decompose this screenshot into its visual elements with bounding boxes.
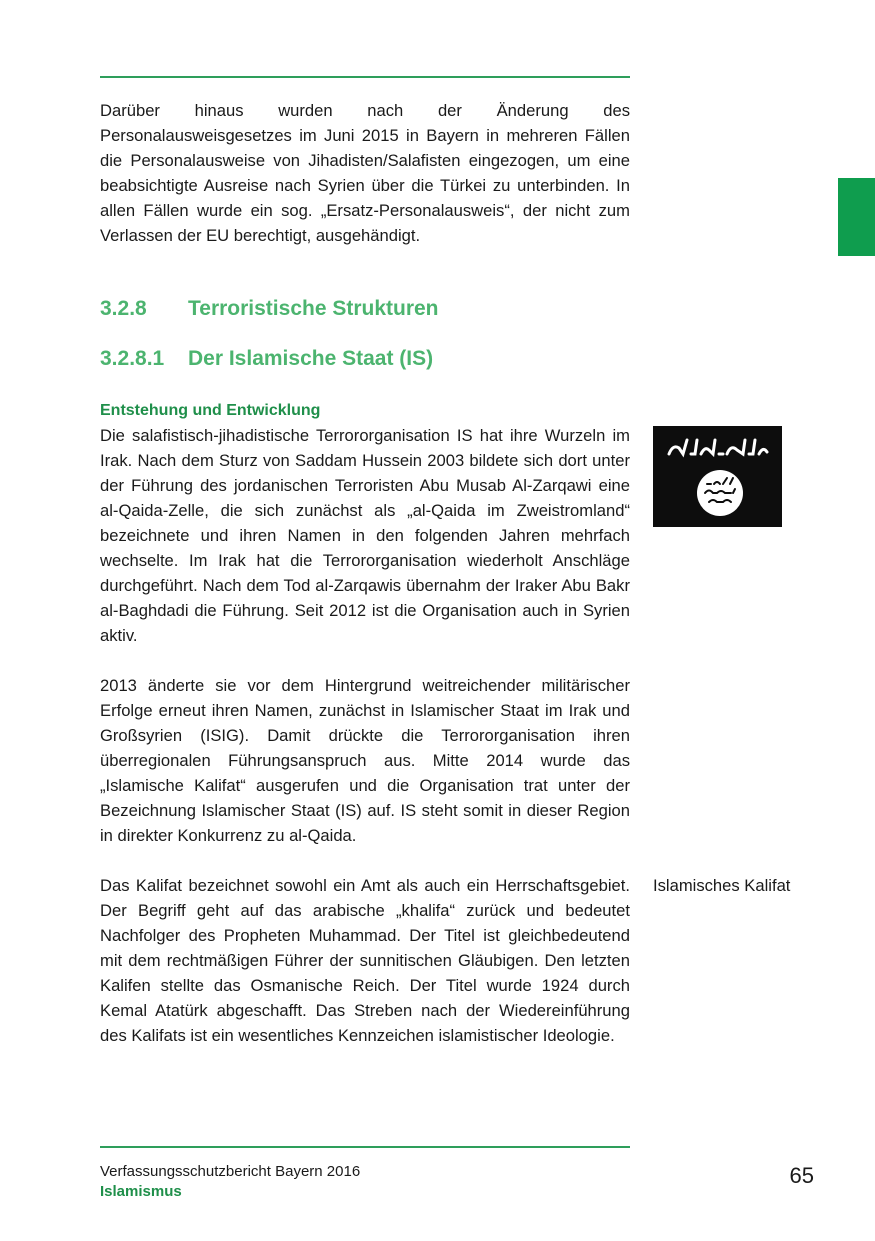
section-heading-terroristische-strukturen [100, 295, 439, 323]
top-rule [100, 76, 630, 78]
flag-seal [697, 470, 743, 516]
flag-graphic [653, 426, 782, 527]
subsection-title: Der Islamische Staat (IS) [188, 347, 434, 370]
section-title: Terroristische Strukturen [188, 297, 439, 320]
paragraph-is-renaming: 2013 änderte sie vor dem Hintergrund weitreichender militärischer Erfolge erneut ihren Namen, zunächst in Islamischer Staat im Irak und Großsyrien (ISIG). Damit drückte die Terrororganisation ihren überregionalen Führungsanspruch aus. Mitte 2014 wurde das „Islamische Kalifat“ ausgerufen und die Organisation trat unter der Bezeichnung Islamischer Staat (IS) auf. IS steht somit in dieser Region in direkter Konkurrenz zu al-Qaida. [100, 676, 630, 845]
paragraph-kalifat: Das Kalifat bezeichnet sowohl ein Amt als auch ein Herrschaftsgebiet. Der Begriff geht auf das arabische „khalifa“ zurück und bedeutet Nachfolger des Propheten Muhammad. Der Titel ist gleichbedeutend mit dem rechtmäßigen Führer der sunnitischen Gläubigen. Den letzten Kalifen stellte das Osmanische Reich. Der Titel wurde 1924 durch Kemal Atatürk abgeschafft. Das Streben nach der Wiedereinführung des Kalifats ist ein wesentliches Kennzeichen islamistischer Ideologie. [100, 876, 630, 1045]
is-flag-image [653, 426, 782, 527]
bottom-rule [100, 1146, 630, 1148]
topic-heading-entstehung: Entstehung und Entwicklung [100, 402, 321, 419]
page-number: 65 [789, 1163, 814, 1188]
subsection-number: 3.2.8.1 [100, 347, 165, 370]
margin-note-islamisches-kalifat: Islamisches Kalifat [653, 876, 791, 895]
paragraph-personalausweis: Darüber hinaus wurden nach der Änderung des Personalausweisgesetzes im Juni 2015 in Bayern in mehreren Fällen die Personalausweise von Jihadisten/Salafisten eingezogen, um eine beabsichtigte Ausreise nach Syrien über die Türkei zu unterbinden. In allen Fällen wurde ein sog. „Ersatz-Personalausweis“, der nicht zum Verlassen der EU berechtigt, ausgehändigt. [100, 101, 630, 245]
section-number: 3.2.8 [100, 297, 147, 320]
footer-section-name: Islamismus [100, 1183, 182, 1200]
footer-report-title: Verfassungsschutzbericht Bayern 2016 [100, 1163, 361, 1180]
paragraph-is-origins: Die salafistisch-jihadistische Terrororganisation IS hat ihre Wurzeln im Irak. Nach dem Sturz von Saddam Hussein 2003 bildete sich dort unter der Führung des jordanischen Terroristen Abu Musab Al-Zarqawi eine al-Qaida-Zelle, die sich zunächst als „al-Qaida im Zweistromland“ bezeichnete und ihren Namen in den folgenden Jahren mehrfach wechselte. Im Irak hat die Terrororganisation wiederholt Anschläge durchgeführt. Nach dem Tod al-Zarqawis übernahm der Iraker Abu Bakr al-Baghdadi die Führung. Seit 2012 ist die Organisation auch in Syrien aktiv. [100, 426, 630, 645]
chapter-tab-marker [838, 178, 875, 256]
subsection-heading-islamischer-staat [100, 345, 433, 373]
